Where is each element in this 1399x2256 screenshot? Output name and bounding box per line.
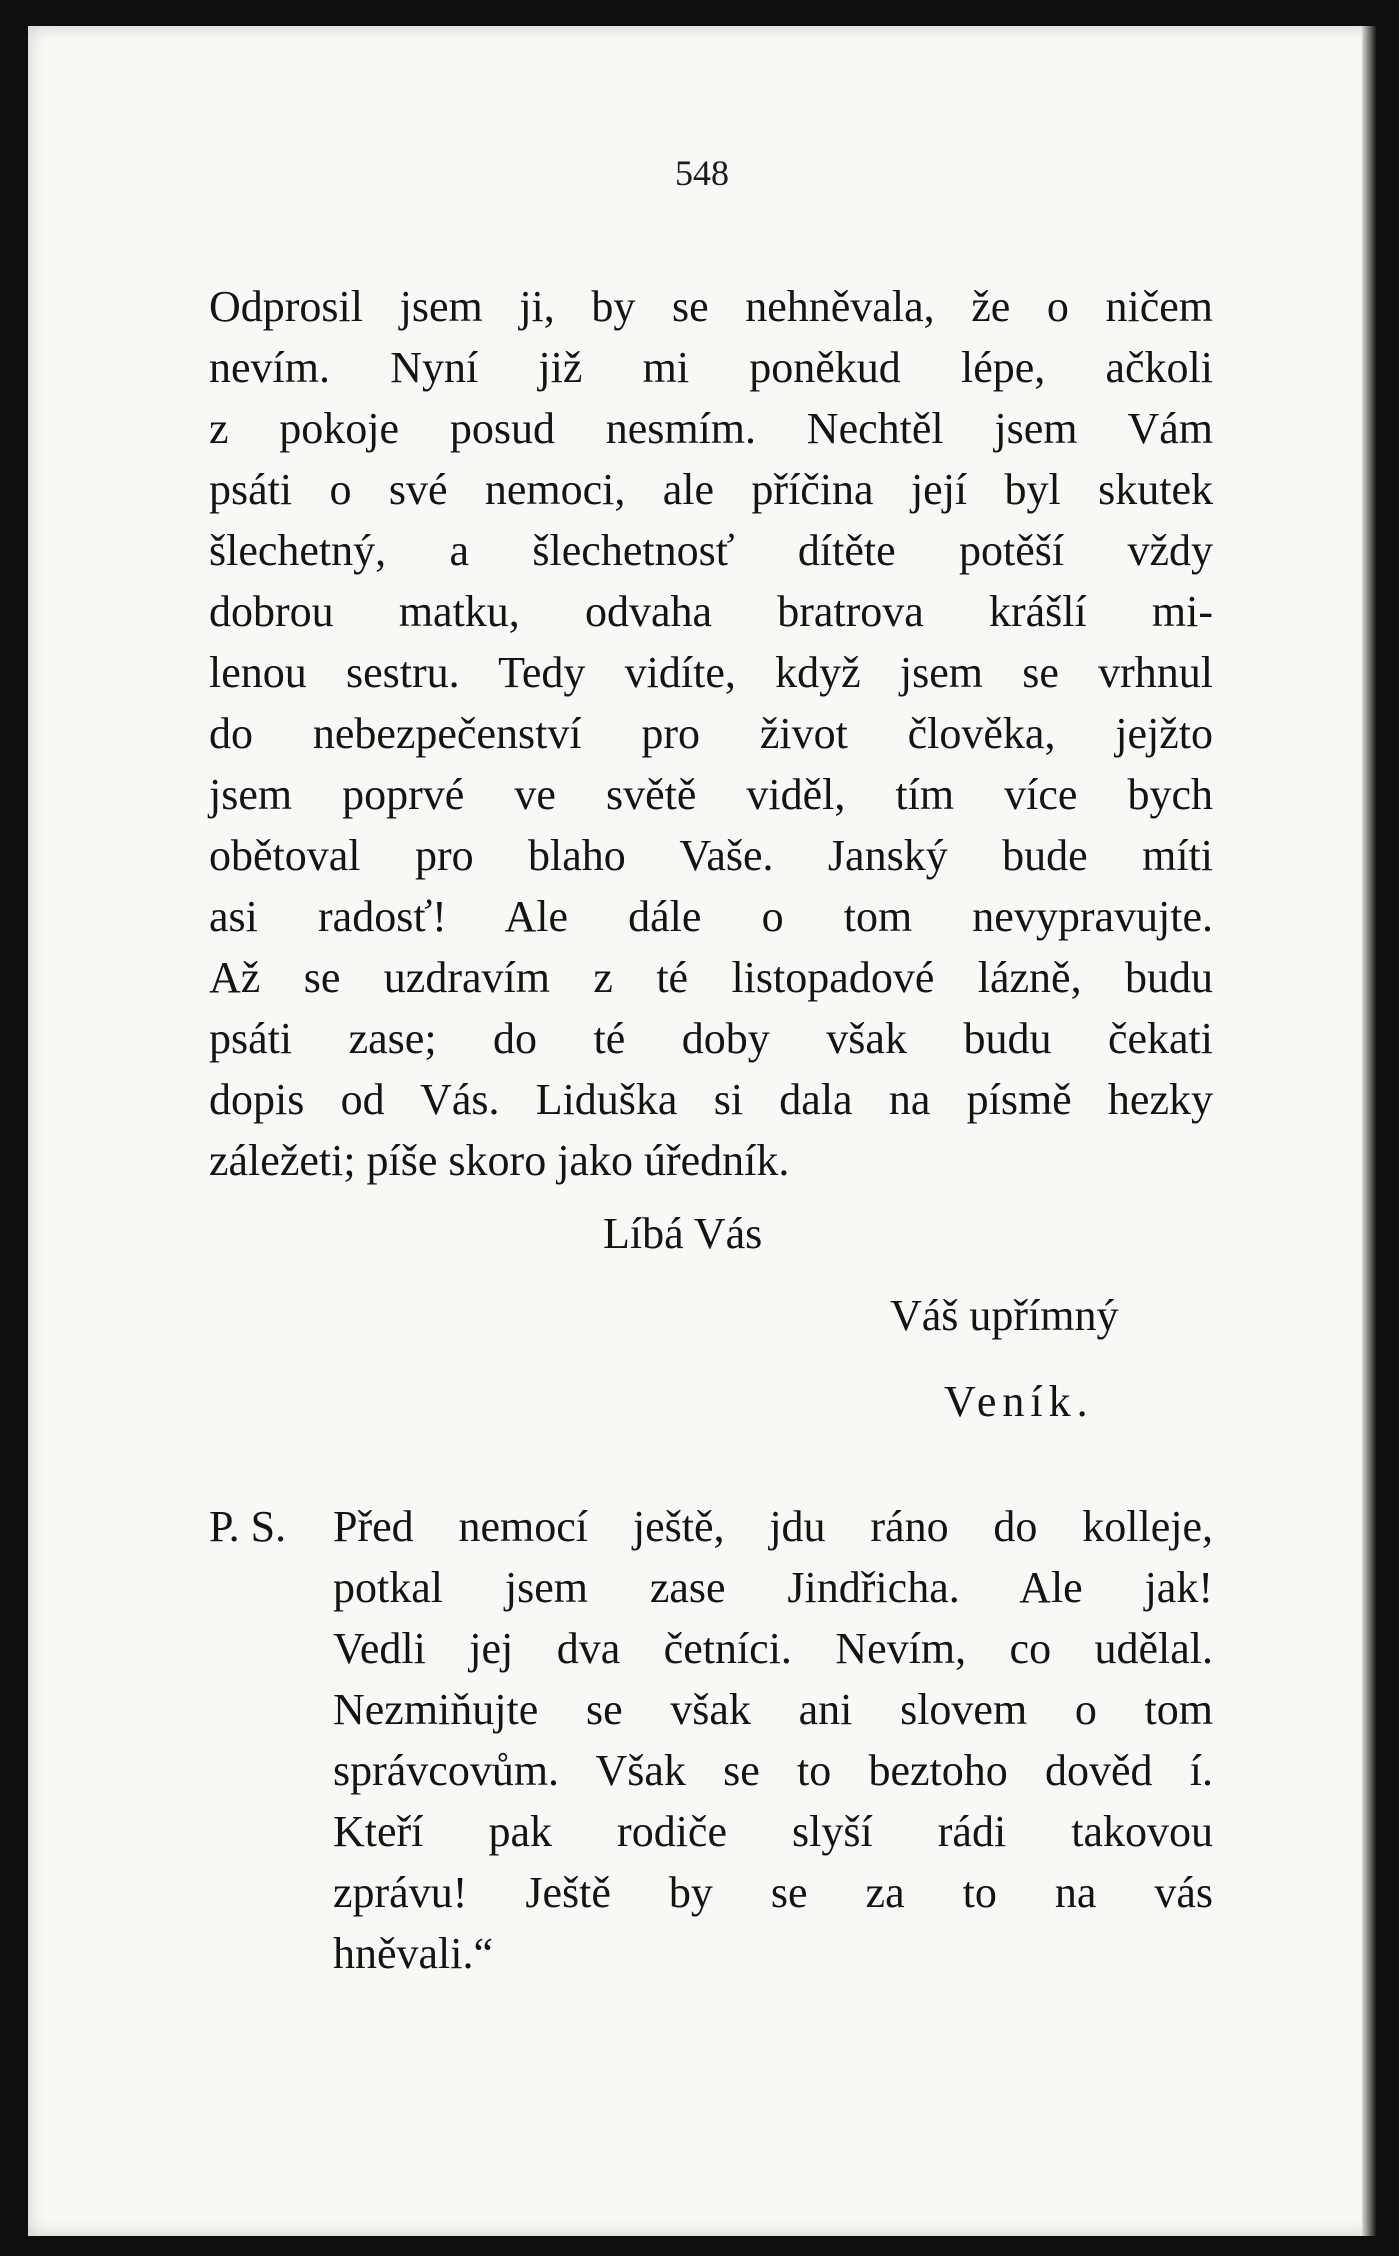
postscript-line: Nezmiňujte se však ani slovem o tom [333,1685,1213,1734]
text-line: dopis od Vás. Liduška si dala na písmě hezky [209,1075,1213,1124]
postscript [209,1496,1213,1984]
letter-body [209,276,1213,1191]
text-line: psáti zase; do té doby však budu čekati [209,1014,1213,1063]
text-line: Až se uzdravím z té listopadové lázně, budu [209,953,1213,1002]
postscript-line: potkal jsem zase Jindřicha. Ale jak! [333,1563,1213,1612]
postscript-line: Vedli jej dva četníci. Nevím, co udělal. [333,1624,1213,1673]
postscript-marker: P. S. [209,1502,287,1551]
postscript-line: správcovům. Však se to beztoho dověd í. [333,1746,1213,1795]
text-line: lenou sestru. Tedy vidíte, když jsem se vrhnul [209,648,1213,697]
text-line: jsem poprvé ve světě viděl, tím více bych [209,770,1213,819]
postscript-line: zprávu! Ještě by se za to na vás [333,1868,1213,1917]
postscript-line: Před nemocí ještě, jdu ráno do kolleje, [333,1502,1213,1551]
text-line: nevím. Nyní již mi poněkud lépe, ačkoli [209,343,1213,392]
text-line: asi radosť! Ale dále o tom nevypravujte. [209,892,1213,941]
closing-greeting: Líbá Vás [603,1209,763,1258]
postscript-line: Kteří pak rodiče slyší rádi takovou [333,1807,1213,1856]
postscript-line: hněvali.“ [333,1929,494,1978]
signature: Veník. [944,1377,1094,1426]
text-line: do nebezpečenství pro život člověka, jejžto [209,709,1213,758]
text-line: šlechetný, a šlechetnosť dítěte potěší vždy [209,526,1213,575]
book-page [28,26,1376,2236]
scan-edge [1362,26,1376,2236]
text-line: obětoval pro blaho Vaše. Janský bude míti [209,831,1213,880]
text-line: dobrou matku, odvaha bratrova krášlí mi- [209,587,1213,636]
text-line: z pokoje posud nesmím. Nechtěl jsem Vám [209,404,1213,453]
page-number: 548 [675,153,729,193]
closing-sincerely: Váš upřímný [890,1291,1119,1340]
text-line: Odprosil jsem ji, by se nehněvala, že o ničem [209,282,1213,331]
text-line: záležeti; píše skoro jako úředník. [209,1136,790,1185]
text-line: psáti o své nemoci, ale příčina její byl skutek [209,465,1213,514]
